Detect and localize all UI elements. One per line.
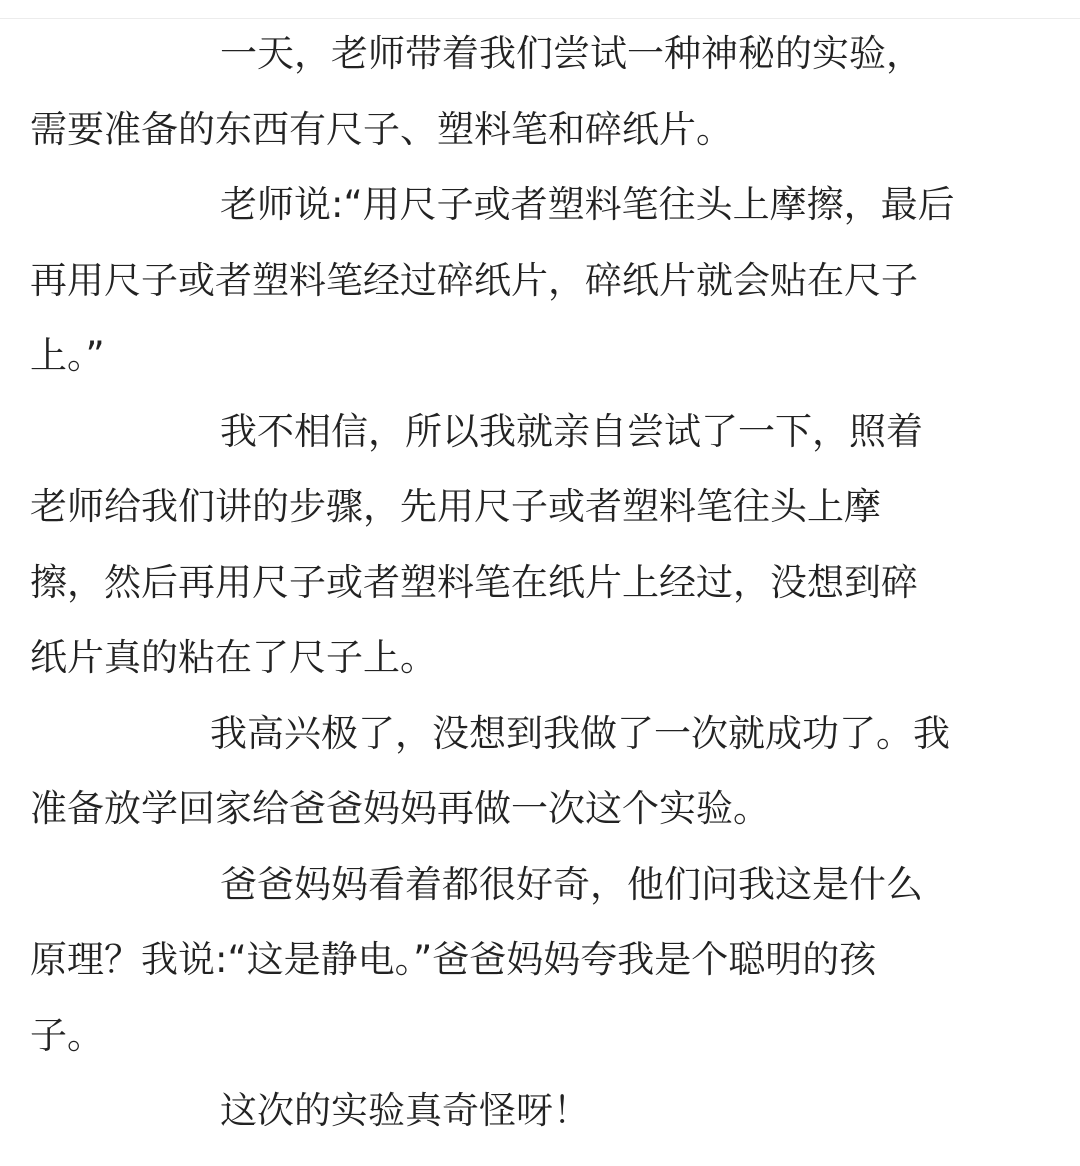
text-line: 需要准备的东西有尺子、塑料笔和碎纸片。 [30, 107, 733, 151]
text-line: 纸片真的粘在了尺子上。 [30, 636, 437, 679]
text-line: 我高兴极了，没想到我做了一次就成功了。我 [210, 711, 950, 755]
text-line: 擦，然后再用尺子或者塑料笔在纸片上经过，没想到碎 [30, 560, 918, 604]
paragraph-2 [30, 167, 1055, 394]
text-line: 一天，老师带着我们尝试一种神秘的实验， [220, 32, 923, 75]
text-line: 我不相信，所以我就亲自尝试了一下，照着 [220, 409, 923, 453]
text-line: 老师说:“用尺子或者塑料笔往头上摩擦，最后 [220, 183, 955, 226]
paragraph-4 [30, 696, 1055, 847]
text-line: 再用尺子或者塑料笔经过碎纸片，碎纸片就会贴在尺子 [30, 258, 918, 302]
text-line: 准备放学回家给爸爸妈妈再做一次这个实验。 [30, 787, 770, 830]
text-line: 爸爸妈妈看着都很好奇，他们问我这是什么 [220, 862, 923, 906]
paragraph-3 [30, 394, 1055, 696]
text-line: 子。 [30, 1013, 104, 1057]
text-line: 原理？我说:“这是静电。”爸爸妈妈夸我是个聪明的孩 [30, 938, 877, 981]
text-line: 上。” [30, 334, 105, 377]
paragraph-6 [30, 1073, 1055, 1149]
text-line: 这次的实验真奇怪呀！ [220, 1089, 590, 1132]
article-body [30, 16, 1055, 1149]
paragraph-1 [30, 16, 1055, 167]
text-line: 老师给我们讲的步骤，先用尺子或者塑料笔往头上摩 [30, 485, 881, 528]
paragraph-5 [30, 847, 1055, 1074]
